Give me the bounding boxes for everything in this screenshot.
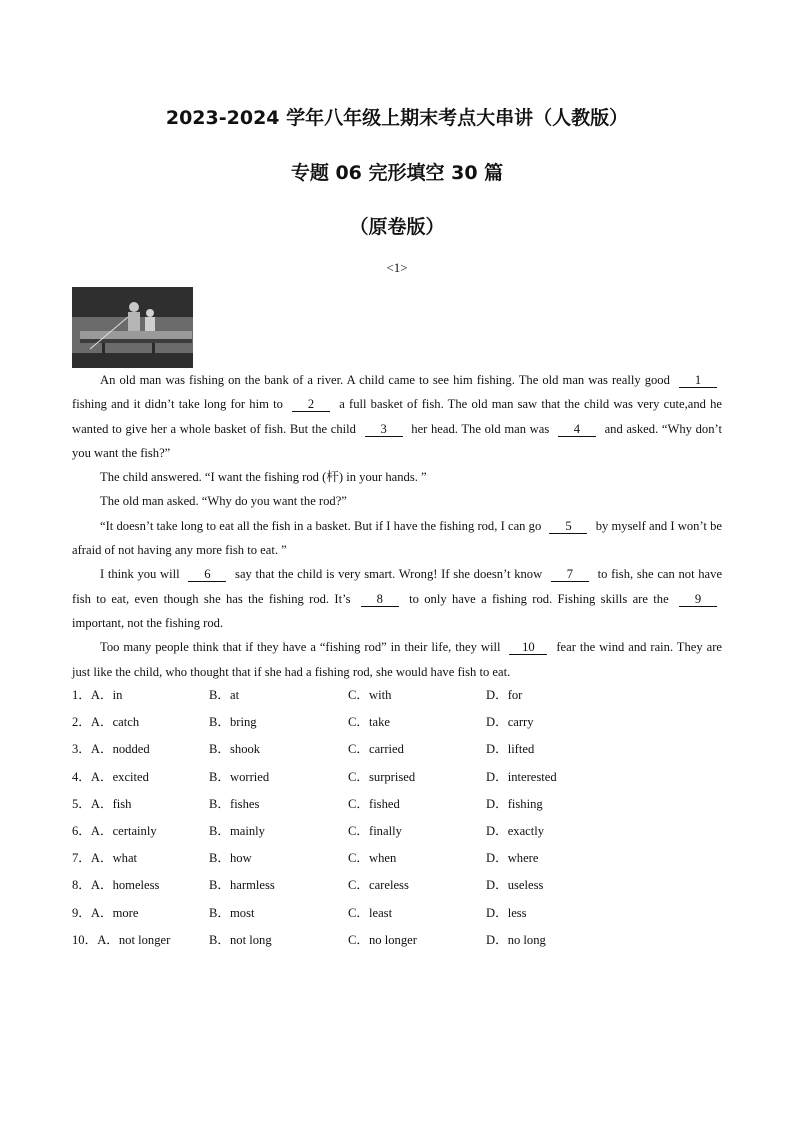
option-b: B．mainly [209, 823, 265, 838]
document-title: 2023-2024 学年八年级上期末考点大串讲（人教版） [165, 107, 629, 129]
option-b: B．most [209, 905, 255, 920]
passage-number: <1> [386, 260, 408, 275]
option-a: 8．A．homeless [72, 878, 160, 893]
blank-10: 10 [509, 640, 547, 655]
topic-title: 专题 06 完形填空 30 篇 [290, 162, 504, 184]
option-a: 2．A．catch [72, 715, 140, 730]
question-row [72, 874, 722, 901]
option-d: D．less [486, 905, 527, 920]
paragraph-6: Too many people think that if they have a “fishing rod” in their life, they will 10 fear the wind and rain. They are just like the child, who thought that if she had a fishing rod, she would have fish to eat. [72, 640, 722, 679]
option-d: D．where [486, 851, 539, 866]
blank-8: 8 [361, 592, 399, 607]
question-row [72, 738, 722, 765]
question-row [72, 711, 722, 738]
option-d: D．lifted [486, 742, 535, 757]
option-c: C．with [348, 688, 392, 702]
option-d: D．useless [486, 878, 544, 893]
answer-options [72, 684, 722, 956]
cloze-passage [72, 368, 722, 684]
paragraph-2: The child answered. “I want the fishing rod (杆) in your hands. ” [100, 470, 427, 485]
question-row [72, 929, 722, 956]
paragraph-4: “It doesn’t take long to eat all the fish in a basket. But if I have the fishing rod, I can go 5 by myself and I won’t be afraid of not having any more fish to eat. ” [72, 518, 723, 558]
blank-6: 6 [188, 567, 226, 582]
option-a: 5．A．fish [72, 796, 132, 811]
option-c: C．surprised [348, 769, 416, 784]
option-b: B．harmless [209, 878, 275, 893]
option-c: C．least [348, 905, 393, 920]
question-row [72, 793, 722, 820]
option-b: B．bring [209, 715, 257, 730]
option-b: B．not long [209, 932, 272, 947]
option-a: 7．A．what [72, 851, 138, 866]
option-c: C．fished [348, 796, 400, 811]
option-c: C．finally [348, 823, 402, 838]
old-man-fishing-illustration [72, 287, 193, 368]
option-a: 9．A．more [72, 905, 139, 920]
option-d: D．carry [486, 715, 534, 730]
paragraph-1: An old man was fishing on the bank of a river. A child came to see him fishing. The old man was really good 1 fishing and it didn’t take long for him to 2 a full basket of fish. The old man saw that the child was very cute,and he wanted to give her a whole basket of fish. But the child 3 her head. The old man was 4 and asked. “Why don’t you want the fish?” [72, 373, 722, 460]
option-c: C．when [348, 851, 397, 866]
option-a: 6．A．certainly [72, 823, 157, 838]
option-d: D．fishing [486, 796, 543, 811]
question-row [72, 820, 722, 847]
option-b: B．how [209, 851, 252, 866]
option-d: D．interested [486, 769, 557, 784]
question-row [72, 847, 722, 874]
paragraph-3: The old man asked. “Why do you want the rod?” [100, 494, 347, 509]
option-d: D．no long [486, 932, 546, 947]
option-c: C．careless [348, 878, 409, 893]
edition-label: （原卷版） [349, 216, 445, 238]
blank-7: 7 [551, 567, 589, 582]
blank-4: 4 [558, 422, 596, 437]
option-c: C．no longer [348, 932, 417, 947]
blank-2: 2 [292, 397, 330, 412]
option-d: D．for [486, 688, 523, 702]
passage-photo [72, 287, 193, 368]
option-b: B．worried [209, 769, 270, 784]
blank-5: 5 [549, 519, 587, 534]
option-b: B．at [209, 688, 240, 702]
blank-1: 1 [679, 373, 717, 388]
paragraph-5: I think you will 6 say that the child is very smart. Wrong! If she doesn’t know 7 to fish, she can not have fish to eat, even though she has the fishing rod. It’s 8 to only have a fishing rod. Fishing skills are the 9 important, not the fishing rod. [72, 567, 723, 630]
question-row [72, 684, 722, 711]
option-b: B．fishes [209, 796, 260, 811]
question-row [72, 902, 722, 929]
option-a: 4．A．excited [72, 769, 149, 784]
option-a: 1．A．in [72, 688, 123, 702]
option-a: 3．A．nodded [72, 742, 150, 757]
option-c: C．take [348, 715, 390, 730]
option-a: 10．A．not longer [72, 932, 171, 947]
option-d: D．exactly [486, 823, 545, 838]
option-c: C．carried [348, 742, 404, 757]
question-row [72, 766, 722, 793]
blank-9: 9 [679, 592, 717, 607]
blank-3: 3 [365, 422, 403, 437]
option-b: B．shook [209, 742, 261, 757]
